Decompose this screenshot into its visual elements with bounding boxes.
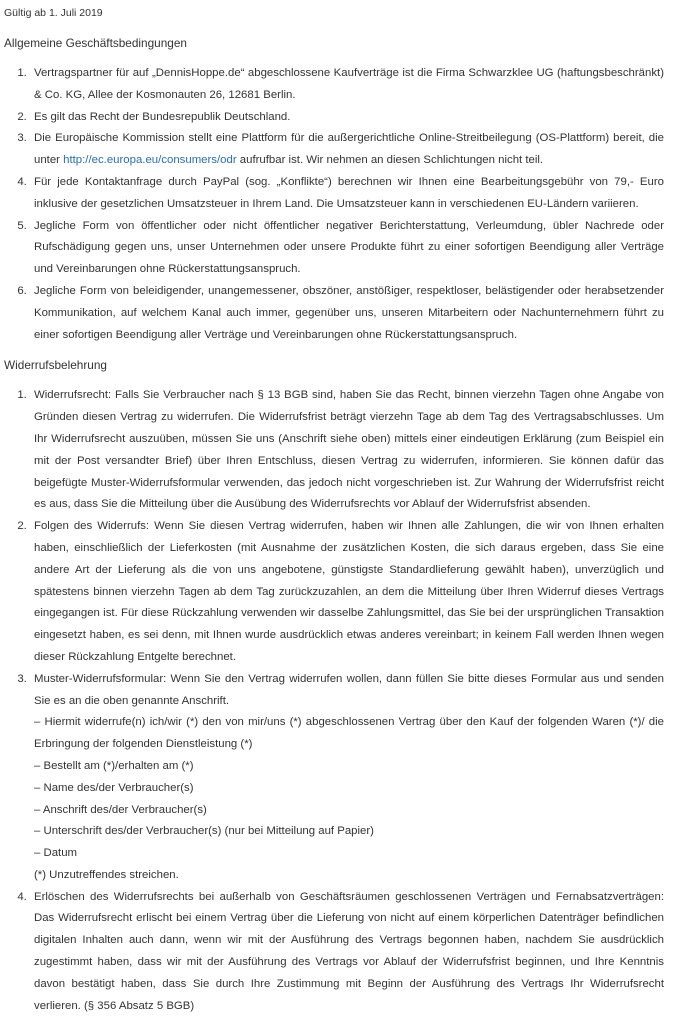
agb-item-2: 2. Es gilt das Recht der Bundesrepublik Deutschland. (30, 107, 664, 129)
agb-item-3-text-after: aufrufbar ist. Wir nehmen an diesen Schlichtungen nicht teil. (236, 154, 544, 167)
widerruf-item-3-intro: 3. Muster-Widerrufsformular: Wenn Sie den Vertrag widerrufen wollen, dann füllen Sie bitte dieses Formular aus und senden Sie es an die oben genannte Anschrift. (34, 672, 664, 707)
form-line-1: – Hiermit widerrufe(n) ich/wir (*) den von mir/uns (*) abgeschlossenen Vertrag über den Kauf der folgenden Waren (*)/ die Erbringung der folgenden Dienstleistung (*) (34, 716, 664, 751)
agb-heading: Allgemeine Geschäftsbedingungen (4, 36, 187, 50)
widerruf-item-4: 4. Erlöschen des Widerrufsrechts bei außerhalb von Geschäftsräumen geschlossenen Verträgen und Fernabsatzverträgen: Das Widerrufsrecht erlischt bei einem Vertrag über die Lieferung von nicht auf einem körperlichen Datenträger befindlichen digitalen Inhalten auch dann, wenn wir mit der Ausführung des Vertrags begonnen haben, nachdem Sie ausdrücklich zugestimmt haben, dass wir mit der Ausführung des Vertrags vor Ablauf der Widerrufsfrist beginnen, und Ihre Kenntnis davon bestätigt haben, dass Sie durch Ihre Zustimmung mit Beginn der Ausführung des Vertrags Ihr Widerrufsrecht verlieren. (§ 356 Absatz 5 BGB) (30, 887, 664, 1018)
widerruf-heading: Widerrufsbelehrung (4, 358, 107, 373)
widerruf-item-2: 2. Folgen des Widerrufs: Wenn Sie diesen Vertrag widerrufen, haben wir Ihnen alle Zahlungen, die wir von Ihnen erhalten haben, einschließlich der Lieferkosten (mit Ausnahme der zusätzlichen Kosten, die sich daraus ergeben, dass Sie eine andere Art der Lieferung als die von uns angebotene, günstigste Standardlieferung gewählt haben), unverzüglich und spätestens binnen vierzehn Tagen ab dem Tag zurückzuzahlen, an dem die Mitteilung über Ihren Widerruf dieses Vertrags eingegangen ist. Für diese Rückzahlung verwenden wir dasselbe Zahlungsmittel, das Sie bei der ursprünglichen Transaktion eingesetzt haben, es sei denn, mit Ihnen wurde ausdrücklich etwas anderes vereinbart; in keinem Fall werden Ihnen wegen dieser Rückzahlung Entgelte berechnet. (30, 516, 664, 669)
valid-from-date: Gültig ab 1. Juli 2019 (4, 7, 103, 19)
agb-item-5: 5. Jegliche Form von öffentlicher oder nicht öffentlicher negativer Berichterstattung, Verleumdung, übler Nachrede oder Rufschädigung gegen uns, unser Unternehmen oder unsere Produkte führt zu einer sofortigen Beendigung aller Verträge und Vereinbarungen ohne Rückerstattungsanspruch. (30, 216, 664, 281)
agb-list (4, 63, 664, 346)
widerruf-list (4, 385, 664, 1017)
form-line-5: – Unterschrift des/der Verbraucher(s) (nur bei Mitteilung auf Papier) (34, 825, 374, 838)
agb-item-3 (30, 128, 664, 172)
form-line-7: (*) Unzutreffendes streichen. (34, 868, 179, 881)
agb-item-6: 6. Jegliche Form von beleidigender, unangemessener, obszöner, anstößiger, respektloser, belästigender oder herabsetzender Kommunikation, auf welchem Kanal auch immer, gegenüber uns, unseren Mitarbeitern oder Nachunternehmern führt zu einer sofortigen Beendigung aller Verträge und Vereinbarungen ohne Rückerstattungsanspruch. (30, 281, 664, 346)
widerruf-item-3 (30, 669, 664, 887)
agb-item-4: 4. Für jede Kontaktanfrage durch PayPal (sog. „Konflikte“) berechnen wir Ihnen eine Bearbeitungsgebühr von 79,- Euro inklusive der gesetzlichen Umsatzsteuer in Ihrem Land. Die Umsatzsteuer kann in verschiedenen EU-Ländern variieren. (30, 172, 664, 216)
agb-item-1: 1. Vertragspartner für auf „DennisHoppe.de“ abgeschlossene Kaufverträge ist die Firma Schwarzklee UG (haftungsbeschränkt) & Co. KG, Allee der Kosmonauten 26, 12681 Berlin. (30, 63, 664, 107)
form-line-4: – Anschrift des/der Verbraucher(s) (34, 803, 207, 816)
form-line-3: – Name des/der Verbraucher(s) (34, 781, 194, 794)
form-line-2: – Bestellt am (*)/erhalten am (*) (34, 759, 194, 772)
odr-platform-link[interactable]: http://ec.europa.eu/consumers/odr (63, 154, 237, 167)
widerruf-item-1: 1. Widerrufsrecht: Falls Sie Verbraucher nach § 13 BGB sind, haben Sie das Recht, binnen vierzehn Tagen ohne Angabe von Gründen diesen Vertrag zu widerrufen. Die Widerrufsfrist beträgt vierzehn Tage ab dem Tag des Vertragsabschlusses. Um Ihr Widerrufsrecht auszuüben, müssen Sie uns (Anschrift siehe oben) mittels einer eindeutigen Erklärung (zum Beispiel ein mit der Post versandter Brief) über Ihren Entschluss, diesen Vertrag zu widerrufen, informieren. Sie können dafür das beigefügte Muster-Widerrufsformular verwenden, das jedoch nicht vorgeschrieben ist. Zur Wahrung der Widerrufsfrist reicht es aus, dass Sie die Mitteilung über die Ausübung des Widerrufsrechts vor Ablauf der Widerrufsfrist absenden. (30, 385, 664, 516)
agb-item-3-text-before: Die Europäische Kommission stellt eine Plattform für die außergerichtliche Online-Streitbeilegung (OS-Plattform) bereit, die unter (34, 132, 664, 167)
form-line-6: – Datum (34, 847, 78, 860)
